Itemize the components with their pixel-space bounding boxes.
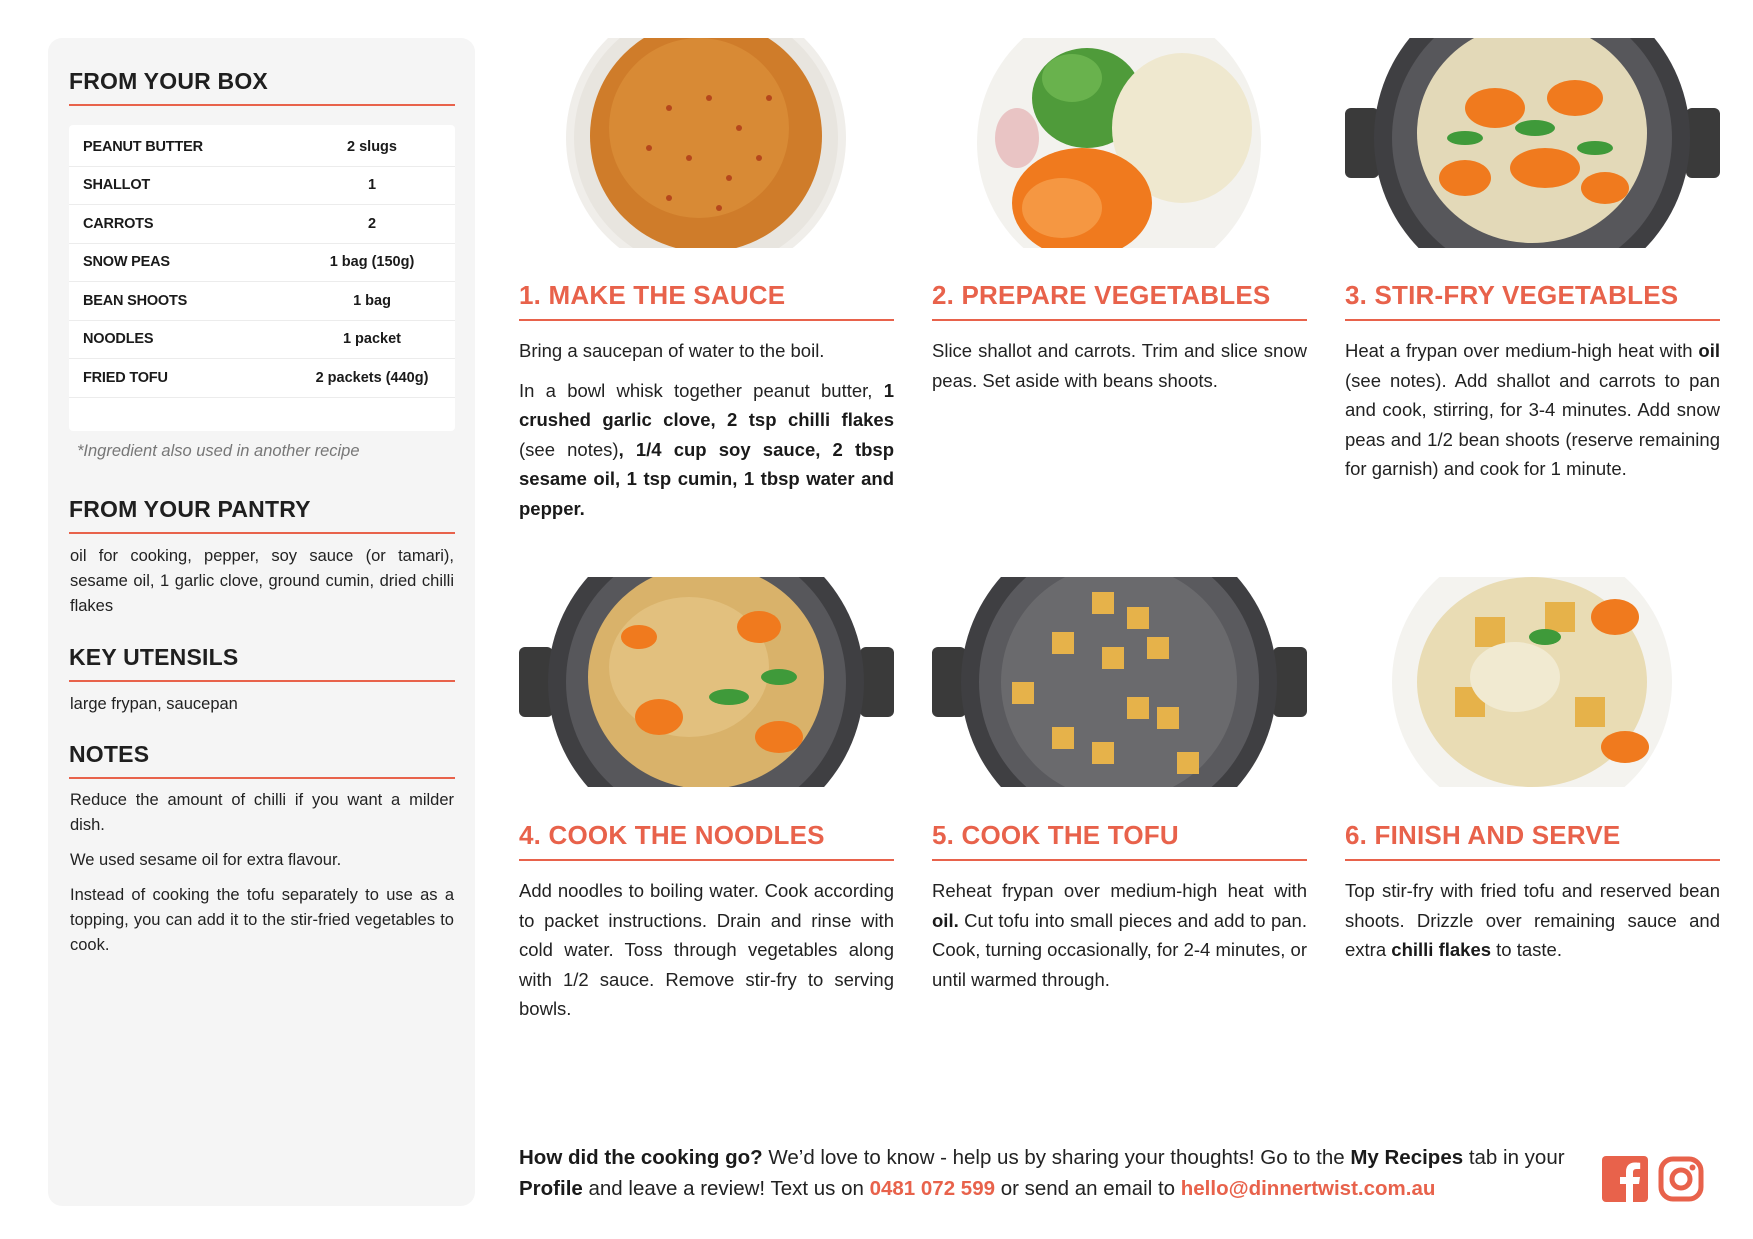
ingredient-qty: 1 packet — [342, 331, 402, 348]
email-link[interactable]: hello@dinnertwist.com.au — [1180, 1177, 1436, 1200]
ingredient-row — [69, 128, 455, 167]
step-bold-text: oil — [1698, 340, 1720, 361]
step-text-span: In a bowl whisk together peanut butter, — [519, 379, 884, 401]
step-1-paragraph: Bring a saucepan of water to the boil. — [519, 340, 825, 361]
feedback-footer — [519, 1142, 1579, 1204]
phone-link[interactable]: 0481 072 599 — [869, 1177, 995, 1200]
note-item: We used sesame oil for extra flavour. — [70, 851, 342, 869]
ingredient-qty: 1 bag (150g) — [329, 254, 415, 271]
from-your-pantry-heading: FROM YOUR PANTRY — [69, 496, 455, 534]
utensils-text: large frypan, saucepan — [70, 695, 238, 713]
step-4-title: 4. COOK THE NOODLES — [519, 820, 894, 861]
step-4-paragraph: Add noodles to boiling water. Cook according to packet instructions. Drain and rinse with cold water. Toss through vegetables along with 1/2 sauce. Remove stir-fry to serving bowls. — [519, 880, 894, 1019]
step-bold-text: 1 crushed garlic clove, 2 tsp chilli flakes — [519, 379, 894, 430]
step-6-title: 6. FINISH AND SERVE — [1345, 820, 1720, 861]
step-4-text — [519, 876, 894, 1034]
footer-text: tab in your — [1463, 1146, 1565, 1169]
note-item: Reduce the amount of chilli if you want a milder dish. — [70, 791, 454, 834]
step-3-photo — [1345, 38, 1720, 248]
step-2-paragraph: Slice shallot and carrots. Trim and slice snow peas. Set aside with beans shoots. — [932, 340, 1307, 391]
ingredient-name: SNOW PEAS — [83, 254, 170, 271]
served-bowl-image — [1345, 577, 1720, 787]
ingredient-qty: 1 — [367, 177, 377, 194]
footer-text: or send an email to — [995, 1177, 1181, 1200]
step-text-span: Top stir-fry with fried tofu and reserved bean shoots. Drizzle over remaining sauce and extra — [1345, 880, 1720, 960]
facebook-icon[interactable] — [1602, 1156, 1648, 1202]
ingredients-table — [69, 125, 455, 431]
ingredient-footnote: *Ingredient also used in another recipe — [77, 442, 360, 460]
ingredient-name: BEAN SHOOTS — [83, 292, 188, 309]
step-1-photo — [519, 38, 894, 248]
ingredient-name: PEANUT BUTTER — [83, 138, 203, 155]
step-3-text — [1345, 336, 1720, 494]
ingredients-sidebar — [48, 38, 475, 1206]
notes-heading: NOTES — [69, 741, 455, 779]
sauce-bowl-image — [519, 38, 894, 248]
ingredient-qty: 2 — [367, 215, 377, 232]
key-utensils-heading: KEY UTENSILS — [69, 644, 455, 682]
step-1-title: 1. MAKE THE SAUCE — [519, 280, 894, 321]
from-your-box-heading: FROM YOUR BOX — [69, 68, 455, 106]
instagram-icon[interactable] — [1658, 1156, 1704, 1202]
step-6-text — [1345, 876, 1720, 975]
step-1-text — [519, 336, 894, 533]
step-bold-text: , 1/4 cup soy sauce, 2 tbsp sesame oil, 1 tsp cumin, 1 tbsp water and pepper. — [519, 438, 895, 519]
ingredient-name: NOODLES — [83, 331, 154, 348]
ingredient-row — [69, 321, 455, 360]
step-3-paragraph — [1345, 336, 1720, 484]
noodles-pan-image — [519, 577, 894, 787]
step-5-paragraph — [932, 876, 1307, 994]
step-text-span: (see notes). Add shallot and carrots to pan and cook, stirring, for 3-4 minutes. Add snow peas and 1/2 bean shoots (reserve remaining for garnish) and cook for 1 minute. — [1345, 369, 1720, 479]
step-2-text — [932, 336, 1307, 405]
step-6-paragraph — [1345, 876, 1720, 965]
ingredient-qty: 2 slugs — [347, 138, 397, 155]
step-5-photo — [932, 577, 1307, 787]
step-2-title: 2. PREPARE VEGETABLES — [932, 280, 1307, 321]
step-text-span: (see notes) — [519, 438, 619, 460]
profile-label: Profile — [519, 1177, 583, 1200]
ingredient-row — [69, 244, 455, 283]
step-2-photo — [932, 38, 1307, 248]
my-recipes-label: My Recipes — [1350, 1146, 1464, 1169]
ingredient-qty: 1 bag — [353, 292, 391, 309]
ingredient-name: CARROTS — [83, 215, 154, 232]
ingredient-name: SHALLOT — [83, 177, 151, 194]
pantry-text: oil for cooking, pepper, soy sauce (or tamari), sesame oil, 1 garlic clove, ground cumin, dried chilli flakes — [70, 547, 454, 615]
step-text-span: to taste. — [1491, 939, 1562, 960]
step-text-span: Heat a frypan over medium-high heat with — [1345, 340, 1699, 361]
ingredient-row — [69, 205, 455, 244]
step-4-photo — [519, 577, 894, 787]
notes-list — [70, 788, 454, 968]
step-3-title: 3. STIR-FRY VEGETABLES — [1345, 280, 1720, 321]
ingredient-row — [69, 282, 455, 321]
stir-fry-pan-image — [1345, 38, 1720, 248]
ingredient-qty: 2 packets (440g) — [315, 369, 429, 386]
step-1-paragraph — [519, 376, 894, 524]
feedback-question: How did the cooking go? — [519, 1146, 763, 1169]
ingredient-name: FRIED TOFU — [83, 369, 168, 386]
note-item: Instead of cooking the tofu separately to use as a topping, you can add it to the stir-fried vegetables to cook. — [70, 886, 454, 954]
step-bold-text: oil. — [932, 909, 959, 931]
step-5-title: 5. COOK THE TOFU — [932, 820, 1307, 861]
vegetables-plate-image — [932, 38, 1307, 248]
tofu-pan-image — [932, 577, 1307, 787]
step-bold-text: chilli flakes — [1391, 939, 1492, 960]
step-6-photo — [1345, 577, 1720, 787]
step-text-span: Cut tofu into small pieces and add to pan. Cook, turning occasionally, for 2-4 minutes, or until warmed through. — [932, 909, 1307, 990]
ingredient-row — [69, 167, 455, 206]
step-5-text — [932, 876, 1307, 1004]
step-text-span: Reheat frypan over medium-high heat with — [932, 880, 1307, 901]
footer-text: We’d love to know - help us by sharing your thoughts! Go to the — [762, 1146, 1351, 1169]
ingredient-row — [69, 359, 455, 398]
footer-text: and leave a review! Text us on — [582, 1177, 870, 1200]
